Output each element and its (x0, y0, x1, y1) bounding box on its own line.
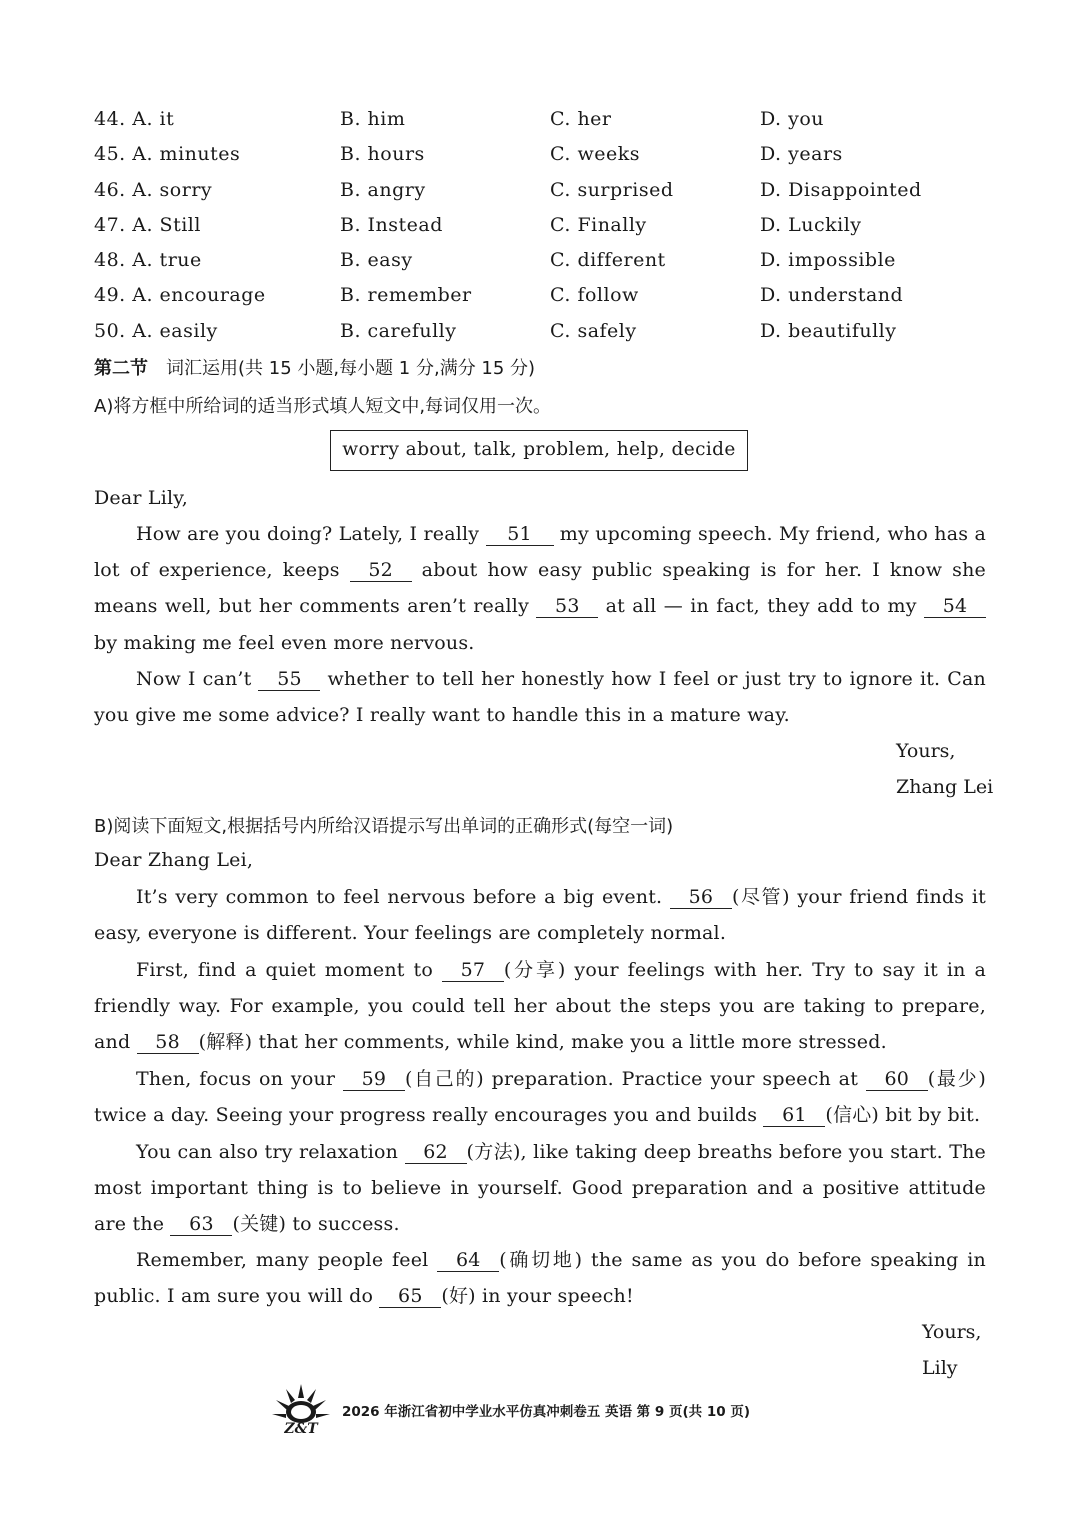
option-b: B. angry (340, 178, 426, 201)
option-b: B. Instead (340, 213, 443, 236)
text-segment: (分享) your feelings with her. Try to say it in a friendly way. For example, you could tell her about the steps you are taking to prepare, and (94, 959, 986, 1054)
choice-list (94, 104, 994, 351)
part-a-instruction: A)将方框中所给词的适当形式填人短文中,每词仅用一次。 (94, 396, 552, 417)
text-segment: How are you doing? Lately, I really (136, 523, 486, 545)
option-c: C. surprised (550, 178, 674, 201)
choice-row (94, 245, 994, 280)
text-segment: Remember, many people feel (136, 1249, 438, 1271)
option-c: C. weeks (550, 143, 640, 166)
answer-blank-64[interactable]: 64 (437, 1249, 499, 1272)
option-d: D. beautifully (760, 319, 897, 342)
choice-row (94, 175, 994, 210)
section-subtitle: 词汇运用(共 15 小题,每小题 1 分,满分 15 分) (166, 358, 536, 379)
option-b: B. him (340, 108, 406, 130)
letter2-signature: Lily (922, 1357, 958, 1379)
option-d: D. you (760, 108, 825, 130)
letter1-paragraph-1 (94, 516, 986, 661)
option-b: B. carefully (340, 319, 457, 342)
text-segment: (方法), like taking deep breaths before you start. The most important thing is to believe in yourself. Good preparation and a positive attitude are the (94, 1141, 987, 1236)
text-segment: (最少) twice a day. Seeing your progress really encourages you and builds (94, 1068, 986, 1127)
choice-row (94, 104, 994, 139)
letter2-paragraph-2 (94, 952, 986, 1061)
choice-row (94, 210, 994, 245)
option-c: C. safely (550, 319, 637, 342)
text-segment: You can also try relaxation (136, 1141, 405, 1163)
option-b: B. remember (340, 284, 472, 307)
option-a: 48. A. true (94, 249, 202, 272)
text-segment: Then, focus on your (136, 1068, 343, 1090)
page-footer (270, 1380, 830, 1436)
publisher-logo-icon (270, 1380, 332, 1436)
text-segment: (解释) that her comments, while kind, make you a little more stressed. (198, 1031, 887, 1054)
answer-blank-61[interactable]: 61 (763, 1104, 825, 1127)
option-a: 44. A. it (94, 108, 175, 130)
text-segment: (好) in your speech! (441, 1285, 634, 1308)
text-segment: (尽管) your friend finds it easy, everyone is different. Your feelings are completely normal. (94, 886, 986, 945)
letter1-greeting: Dear Lily, (94, 487, 188, 509)
part-b-instruction: B)阅读下面短文,根据括号内所给汉语提示写出单词的正确形式(每空一词) (94, 816, 674, 837)
text-segment: my upcoming speech. My friend, who has a lot of experience, keeps (94, 523, 986, 582)
answer-blank-51[interactable]: 51 (486, 523, 554, 546)
answer-blank-53[interactable]: 53 (536, 595, 598, 618)
choice-row (94, 280, 994, 315)
letter2-paragraph-4 (94, 1134, 986, 1243)
option-c: C. follow (550, 284, 639, 307)
answer-blank-59[interactable]: 59 (343, 1068, 405, 1091)
letter1-closing: Yours, (896, 740, 956, 762)
letter2-paragraph-1 (94, 879, 986, 951)
option-a: 49. A. encourage (94, 284, 266, 307)
option-a: 45. A. minutes (94, 143, 241, 166)
answer-blank-60[interactable]: 60 (866, 1068, 928, 1091)
letter1-paragraph-2 (94, 661, 986, 733)
choice-row (94, 316, 994, 351)
option-c: C. her (550, 108, 612, 130)
section-title: 第二节 (94, 358, 148, 379)
option-c: C. different (550, 249, 666, 272)
letter2-paragraph-3 (94, 1061, 986, 1133)
word-box: worry about, talk, problem, help, decide (330, 430, 748, 471)
option-c: C. Finally (550, 213, 647, 236)
answer-blank-56[interactable]: 56 (670, 886, 732, 909)
text-segment: at all — in fact, they add to my (598, 595, 924, 618)
text-segment: (自己的) preparation. Practice your speech at (404, 1068, 866, 1090)
text-segment: First, find a quiet moment to (136, 959, 442, 981)
answer-blank-52[interactable]: 52 (350, 559, 412, 582)
letter2-greeting: Dear Zhang Lei, (94, 849, 254, 871)
answer-blank-63[interactable]: 63 (170, 1213, 232, 1236)
text-segment: (关键) to success. (232, 1213, 400, 1236)
page-number-text: 2026 年浙江省初中学业水平仿真冲刺卷五 英语 第 9 页(共 10 页) (342, 1404, 750, 1420)
text-segment: It’s very common to feel nervous before a big event. (136, 886, 670, 908)
letter1-signature: Zhang Lei (896, 776, 994, 798)
option-a: 46. A. sorry (94, 178, 213, 201)
text-segment: Now I can’t (136, 668, 259, 690)
section-heading (94, 354, 535, 380)
logo-text: Z&T (284, 1421, 318, 1436)
option-d: D. years (760, 143, 843, 166)
answer-blank-65[interactable]: 65 (379, 1285, 441, 1308)
option-d: D. Luckily (760, 213, 862, 236)
text-segment: (信心) bit by bit. (825, 1104, 981, 1127)
answer-blank-57[interactable]: 57 (442, 959, 504, 982)
letter2-closing: Yours, (922, 1321, 982, 1343)
answer-blank-54[interactable]: 54 (924, 595, 986, 618)
option-a: 47. A. Still (94, 213, 201, 236)
option-d: D. impossible (760, 249, 896, 272)
choice-row (94, 139, 994, 174)
answer-blank-62[interactable]: 62 (405, 1141, 467, 1164)
option-d: D. Disappointed (760, 178, 922, 201)
text-segment: (确切地) the same as you do before speaking in public. I am sure you will do (94, 1249, 986, 1308)
answer-blank-58[interactable]: 58 (137, 1031, 199, 1054)
text-segment: by making me feel even more nervous. (94, 631, 475, 654)
option-b: B. easy (340, 249, 413, 272)
text-segment: about how easy public speaking is for her. I know she means well, but her comments aren’t really (94, 559, 986, 618)
letter2-paragraph-5 (94, 1242, 986, 1314)
answer-blank-55[interactable]: 55 (258, 668, 320, 691)
option-b: B. hours (340, 143, 425, 166)
text-segment: whether to tell her honestly how I feel or just try to ignore it. Can you give me some advice? I really want to handle this in a mature way. (94, 668, 986, 727)
option-d: D. understand (760, 284, 904, 307)
option-a: 50. A. easily (94, 319, 218, 342)
